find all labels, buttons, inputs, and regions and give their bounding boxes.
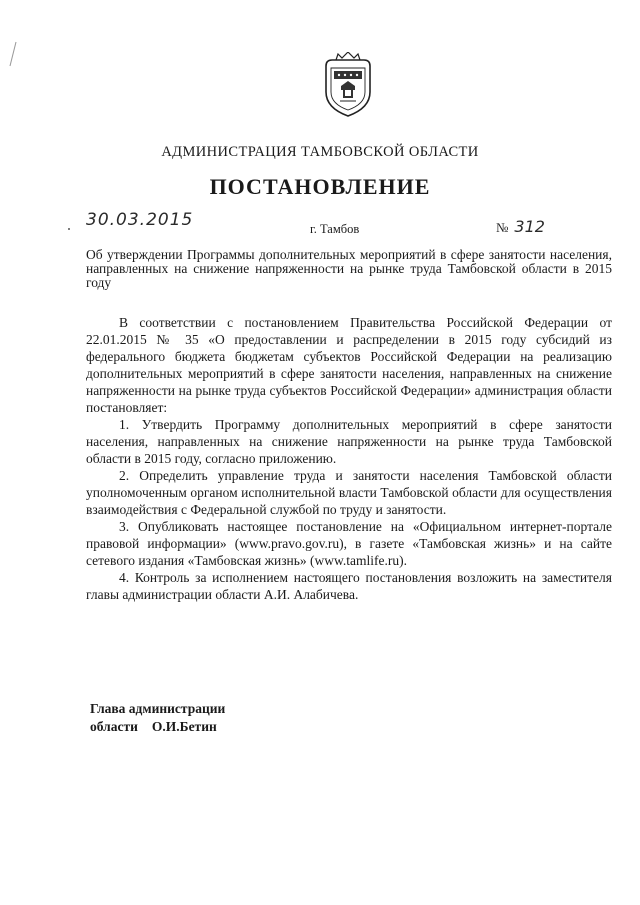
- margin-dot: [66, 226, 72, 232]
- agency-title: АДМИНИСТРАЦИЯ ТАМБОВСКОЙ ОБЛАСТИ: [161, 144, 479, 160]
- document-number: [496, 217, 545, 236]
- signatory-title-region: области: [90, 719, 138, 734]
- signatory-title-line-1: Глава администрации: [90, 701, 226, 716]
- margin-scan-mark: [4, 40, 20, 70]
- resolution-item-3: 3. Опубликовать настоящее постановление на «Официальном интернет-портале правовой информации» (www.pravo.gov.ru), в газете «Тамбовская жизнь» и на сайте сетевого издания «Тамбовская жизнь» (www.tamlife.ru).: [86, 519, 612, 568]
- resolution-item-1: 1. Утвердить Программу дополнительных мероприятий в сфере занятости населения, направленных на снижение напряженности на рынке труда Тамбовской области в 2015 году, согласно приложению.: [86, 417, 612, 466]
- preamble-paragraph: В соответствии с постановлением Правительства Российской Федерации от 22.01.2015 № 35 «О предоставлении и распределении в 2015 году субсидий из федерального бюджета бюджетам субъектов Российской Федерации на реализацию дополнительных мероприятий в сфере занятости населения, направленных на снижение напряженности на рынке труда субъектов Российской Федерации» администрация области постановляет:: [86, 315, 612, 415]
- handwritten-date: 30.03.2015: [86, 210, 194, 230]
- document-type-title: ПОСТАНОВЛЕНИЕ: [209, 174, 431, 199]
- number-label: №: [496, 220, 509, 235]
- signatory-title-line-2: [90, 718, 225, 736]
- document-body: [86, 314, 612, 603]
- tambov-coat-of-arms-icon: [322, 52, 374, 118]
- resolution-item-4: 4. Контроль за исполнением настоящего постановления возложить на заместителя главы администрации области А.И. Алабичева.: [86, 570, 612, 602]
- city: г. Тамбов: [310, 222, 360, 236]
- signature-block: [90, 700, 225, 736]
- document-subject: Об утверждении Программы дополнительных мероприятий в сфере занятости населения, направленных на снижение напряженности на рынке труда Тамбовской области в 2015 году: [86, 247, 612, 290]
- handwritten-number: 312: [514, 217, 545, 236]
- signatory-name: О.И.Бетин: [151, 719, 217, 734]
- resolution-item-2: 2. Определить управление труда и занятости населения Тамбовской области уполномоченным органом исполнительной власти Тамбовской области для осуществления взаимодействия с Федеральной службой по труду и занятости.: [86, 468, 612, 517]
